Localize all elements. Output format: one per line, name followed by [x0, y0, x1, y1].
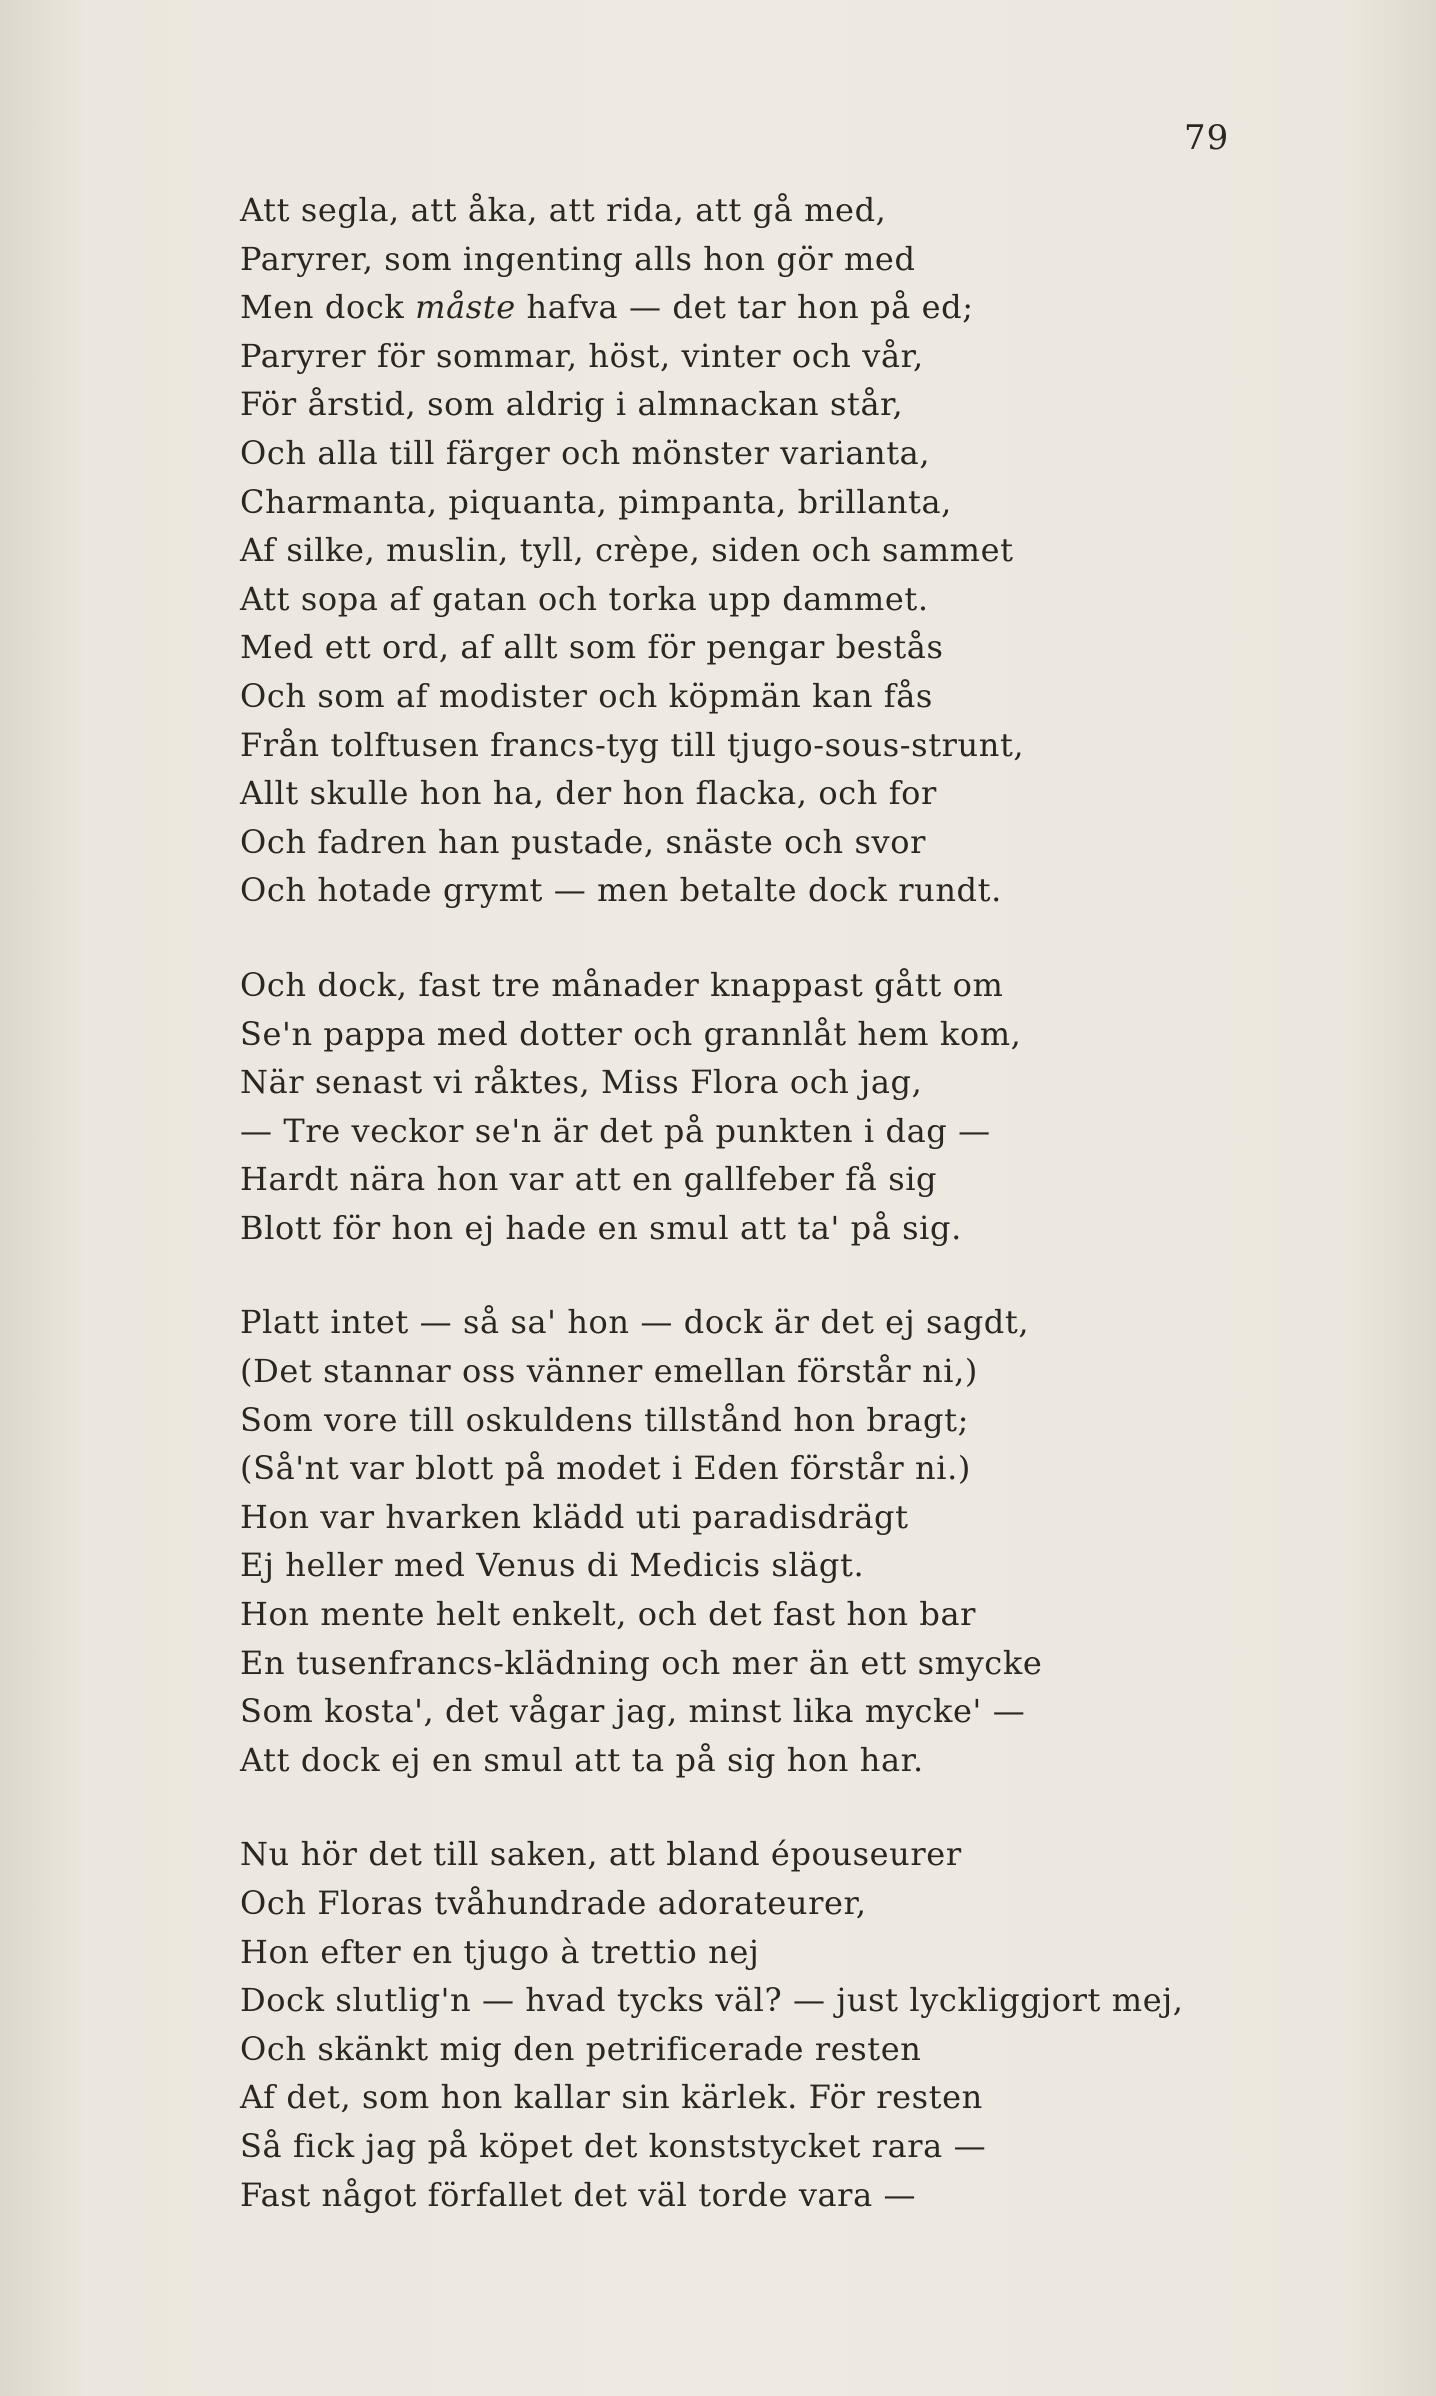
poem-line: Att sopa af gatan och torka upp dammet. [240, 579, 929, 618]
poem-line: Som vore till oskuldens tillstånd hon bragt; [240, 1400, 969, 1439]
poem-line: Hardt nära hon var att en gallfeber få sig [240, 1160, 938, 1199]
poem-line: Charmanta, piquanta, pimpanta, brillanta, [240, 482, 952, 521]
poem-line: Att segla, att åka, att rida, att gå med, [240, 191, 887, 229]
poem-line: En tusenfrancs-klädning och mer än ett smycke [240, 1643, 1043, 1682]
poem-line: Och alla till färger och mönster varianta, [240, 433, 931, 472]
stanza [240, 1830, 1360, 2219]
poem-line: (Det stannar oss vänner emellan förstår ni,) [240, 1352, 978, 1391]
poem-line: Hon efter en tjugo à trettio nej [240, 1932, 760, 1971]
stanza [240, 186, 1360, 915]
poem-line: Af silke, muslin, tyll, crèpe, siden och sammet [240, 531, 1014, 570]
poem-text [240, 186, 1360, 2265]
poem-line: Platt intet — så sa' hon — dock är det ej sagdt, [240, 1303, 1030, 1342]
poem-line: Ej heller med Venus di Medicis slägt. [240, 1546, 865, 1585]
poem-line: Blott för hon ej hade en smul att ta' på sig. [240, 1208, 962, 1247]
poem-line: Fast något förfallet det väl torde vara — [240, 2175, 917, 2214]
poem-line: Se'n pappa med dotter och grannlåt hem kom, [240, 1014, 1022, 1053]
poem-line: Med ett ord, af allt som för pengar bestås [240, 628, 944, 667]
poem-line: Och skänkt mig den petrificerade resten [240, 2029, 922, 2068]
poem-line: Och fadren han pustade, snäste och svor [240, 822, 926, 861]
poem-line: Allt skulle hon ha, der hon flacka, och for [240, 774, 937, 813]
stanza [240, 961, 1360, 1253]
page-number: 79 [1184, 118, 1230, 158]
poem-line: Och Floras tvåhundrade adorateurer, [240, 1884, 867, 1922]
poem-line: Hon mente helt enkelt, och det fast hon bar [240, 1595, 977, 1634]
poem-line: Och som af modister och köpmän kan fås [240, 676, 933, 715]
poem-line: (Så'nt var blott på modet i Eden förstår ni.) [240, 1449, 971, 1488]
poem-line: Och hotade grymt — men betalte dock rundt. [240, 871, 1002, 910]
poem-line: Från tolftusen francs-tyg till tjugo-sous-strunt, [240, 725, 1025, 764]
poem-line: Och dock, fast tre månader knappast gått om [240, 965, 1004, 1004]
poem-line: — Tre veckor se'n är det på punkten i dag — [240, 1111, 991, 1150]
poem-line: Men dock måste hafva — det tar hon på ed; [240, 288, 974, 327]
poem-line: Paryrer för sommar, höst, vinter och vår, [240, 336, 924, 375]
poem-line: Som kosta', det vågar jag, minst lika mycke' — [240, 1692, 1026, 1731]
poem-line: Nu hör det till saken, att bland épouseurer [240, 1835, 962, 1874]
poem-line: För årstid, som aldrig i almnackan står, [240, 385, 904, 424]
poem-line: Att dock ej en smul att ta på sig hon har. [240, 1740, 924, 1779]
poem-line: Af det, som hon kallar sin kärlek. För resten [240, 2078, 983, 2117]
stanza [240, 1298, 1360, 1784]
poem-line: Hon var hvarken klädd uti paradisdrägt [240, 1497, 909, 1536]
poem-line: Dock slutlig'n — hvad tycks väl? — just lyckliggjort mej, [240, 1981, 1184, 2020]
poem-line: När senast vi råktes, Miss Flora och jag, [240, 1063, 923, 1102]
poem-line: Paryrer, som ingenting alls hon gör med [240, 239, 916, 278]
poem-line: Så fick jag på köpet det konststycket rara — [240, 2126, 987, 2165]
